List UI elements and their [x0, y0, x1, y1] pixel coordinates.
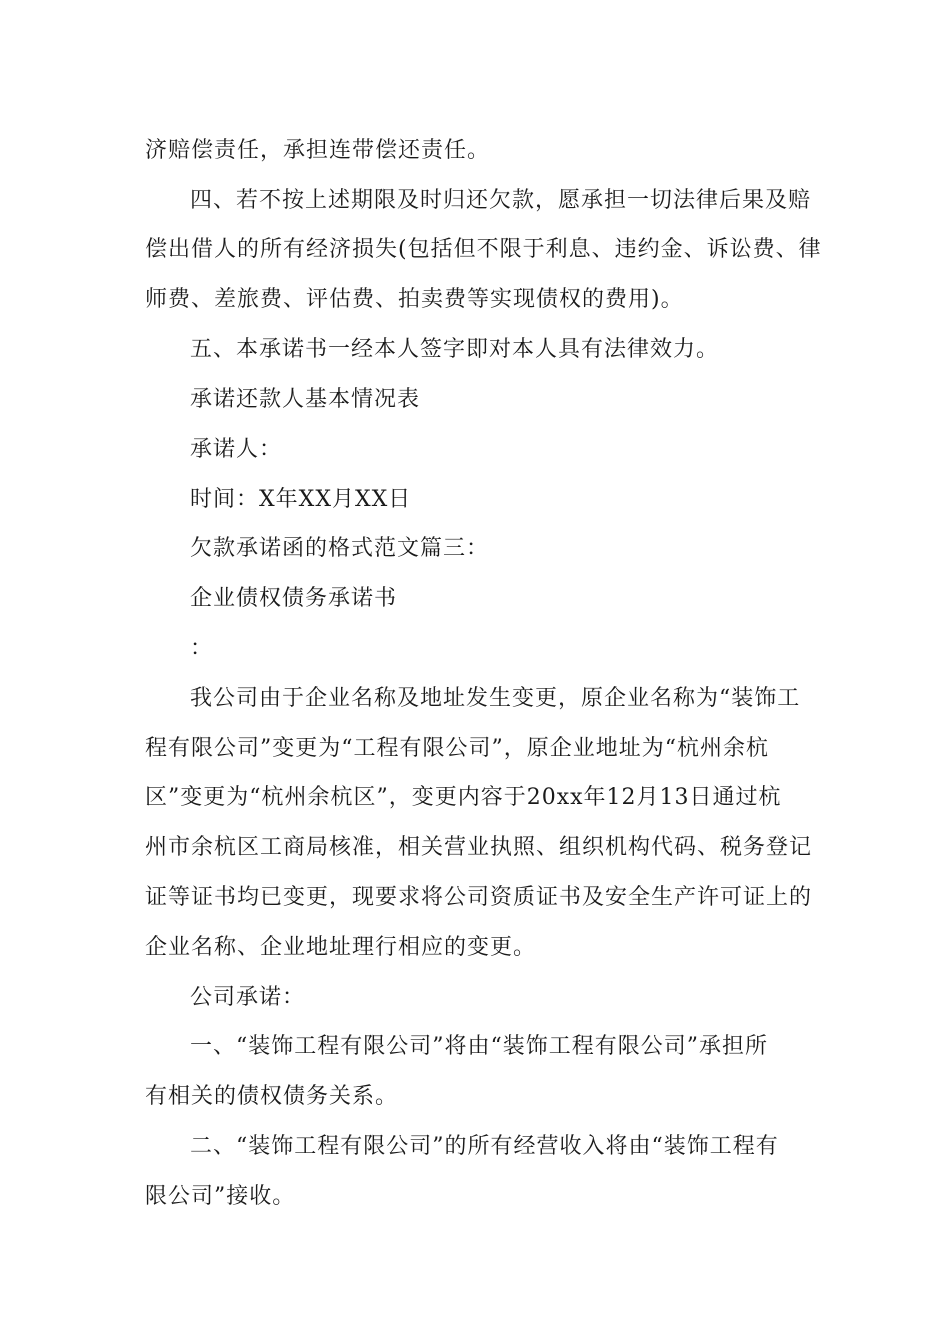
paragraph-line: 一、“装饰工程有限公司”将由“装饰工程有限公司”承担所 [190, 1034, 768, 1059]
paragraph-line: 程有限公司”变更为“工程有限公司”，原企业地址为“杭州余杭 [145, 736, 769, 761]
addressee-line: ： [190, 636, 214, 661]
paragraph-line: 企业名称、企业地址理行相应的变更。 [145, 935, 537, 960]
paragraph-line: 区”变更为“杭州余杭区”，变更内容于20xx年12月13日通过杭 [145, 785, 782, 810]
paragraph-line: 师费、差旅费、评估费、拍卖费等实现债权的费用)。 [145, 287, 684, 312]
subheading: 公司承诺： [190, 985, 306, 1010]
section-heading: 承诺还款人基本情况表 [190, 387, 421, 412]
signatory-label: 承诺人： [190, 437, 283, 462]
paragraph-line: 证等证书均已变更，现要求将公司资质证书及安全生产许可证上的 [145, 885, 813, 910]
paragraph-line: 偿出借人的所有经济损失(包括但不限于利息、违约金、诉讼费、律 [145, 237, 822, 262]
paragraph-line: 州市余杭区工商局核准，相关营业执照、组织机构代码、税务登记 [145, 835, 813, 860]
document-title: 企业债权债务承诺书 [190, 586, 398, 611]
paragraph-line: 我公司由于企业名称及地址发生变更，原企业名称为“装饰工 [190, 686, 801, 711]
paragraph-line: 限公司”接收。 [145, 1184, 296, 1209]
section-title: 欠款承诺函的格式范文篇三： [190, 536, 490, 561]
paragraph-line: 二、“装饰工程有限公司”的所有经营收入将由“装饰工程有 [190, 1134, 779, 1159]
date-line: 时间：X年XX月XX日 [190, 487, 412, 512]
paragraph-line: 四、若不按上述期限及时归还欠款，愿承担一切法律后果及赔 [190, 188, 812, 213]
paragraph-line: 济赔偿责任，承担连带偿还责任。 [145, 138, 491, 163]
paragraph-line: 有相关的债权债务关系。 [145, 1084, 399, 1109]
paragraph-line: 五、本承诺书一经本人签字即对本人具有法律效力。 [190, 337, 720, 362]
